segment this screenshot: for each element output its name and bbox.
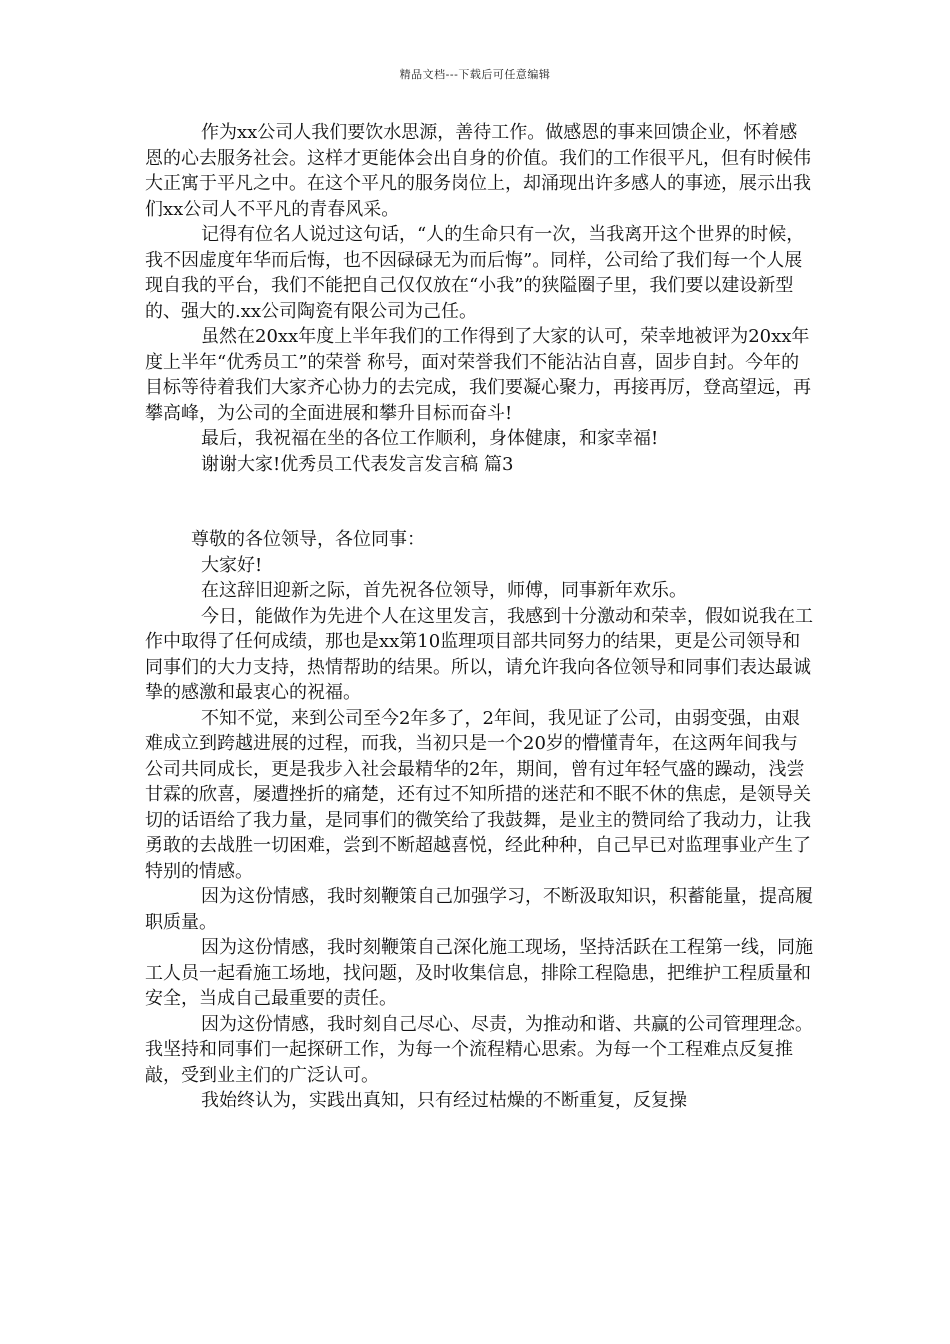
paragraph-section-title: 谢谢大家!优秀员工代表发言发言稿 篇3 — [201, 453, 514, 475]
paragraph: 大家好! — [201, 554, 263, 576]
paragraph: 今日，能做作为先进个人在这里发言，我感到十分激动和荣幸，假如说我在工作中取得了任何成绩，那也是xx第10监理项目部共同努力的结果，更是公司领导和同事们的大力支持，热情帮助的结果。所以，请允许我向各位领导和同事们表达最诚挚的感激和最衷心的祝福。 — [145, 605, 813, 703]
paragraph: 因为这份情感，我时刻鞭策自己加强学习，不断汲取知识，积蓄能量，提高履职质量。 — [145, 886, 813, 933]
page-header: 精品文档---下载后可任意编辑 — [399, 68, 551, 81]
paragraph: 虽然在20xx年度上半年我们的工作得到了大家的认可，荣幸地被评为20xx年度上半年“优秀员工”的荣誉 称号，面对荣誉我们不能沾沾自喜，固步自封。今年的目标等待着我们大家齐心协力的去完成，我们要凝心聚力，再接再厉，登高望远，再攀高峰，为公司的全面进展和攀升目标而奋斗! — [145, 326, 811, 424]
paragraph: 不知不觉，来到公司至今2年多了，2年间，我见证了公司，由弱变强，由艰难成立到跨越进展的过程，而我，当初只是一个20岁的懵懂青年，在这两年间我与公司共同成长，更是我步入社会最精华的2年，期间，曾有过年轻气盛的躁动，浅尝甘霖的欣喜，屡遭挫折的痛楚，还有过不知所措的迷茫和不眠不休的焦虑，是领导关切的话语给了我力量，是同事们的微笑给了我鼓舞，是业主的赞同给了我动力，让我勇敢的去战胜一切困难，尝到不断超越喜悦，经此种种，自己早已对监理事业产生了特别的情感。 — [145, 707, 811, 882]
paragraph: 因为这份情感，我时刻自己尽心、尽责，为推动和谐、共赢的公司管理理念。我坚持和同事们一起探研工作，为每一个流程精心思索。为每一个工程难点反复推敲，受到业主们的广泛认可。 — [145, 1013, 813, 1086]
paragraph: 记得有位名人说过这句话，“人的生命只有一次，当我离开这个世界的时候，我不因虚度年华而后悔，也不因碌碌无为而后悔”。同样，公司给了我们每一个人展现自我的平台，我们不能把自己仅仅放在“小我”的狭隘圈子里，我们要以建设新型的、强大的.xx公司陶瓷有限公司为己任。 — [145, 224, 805, 322]
paragraph: 最后，我祝福在坐的各位工作顺利，身体健康，和家幸福! — [201, 428, 659, 449]
paragraph: 我始终认为，实践出真知，只有经过枯燥的不断重复，反复操 — [201, 1090, 687, 1111]
salutation: 尊敬的各位领导，各位同事： — [191, 529, 425, 550]
section-spacer — [145, 477, 815, 527]
paragraph: 在这辞旧迎新之际，首先祝各位领导，师傅，同事新年欢乐。 — [201, 580, 687, 601]
paragraph: 因为这份情感，我时刻鞭策自己深化施工现场，坚持活跃在工程第一线，同施工人员一起看施工场地，找问题，及时收集信息，排除工程隐患，把维护工程质量和安全，当成自己最重要的责任。 — [145, 937, 813, 1009]
paragraph: 作为xx公司人我们要饮水思源，善待工作。做感恩的事来回馈企业，怀着感恩的心去服务社会。这样才更能体会出自身的价值。我们的工作很平凡，但有时候伟大正寓于平凡之中。在这个平凡的服务岗位上，却涌现出许多感人的事迹，展示出我们xx公司人不平凡的青春风采。 — [145, 122, 811, 220]
document-body — [145, 120, 815, 1114]
